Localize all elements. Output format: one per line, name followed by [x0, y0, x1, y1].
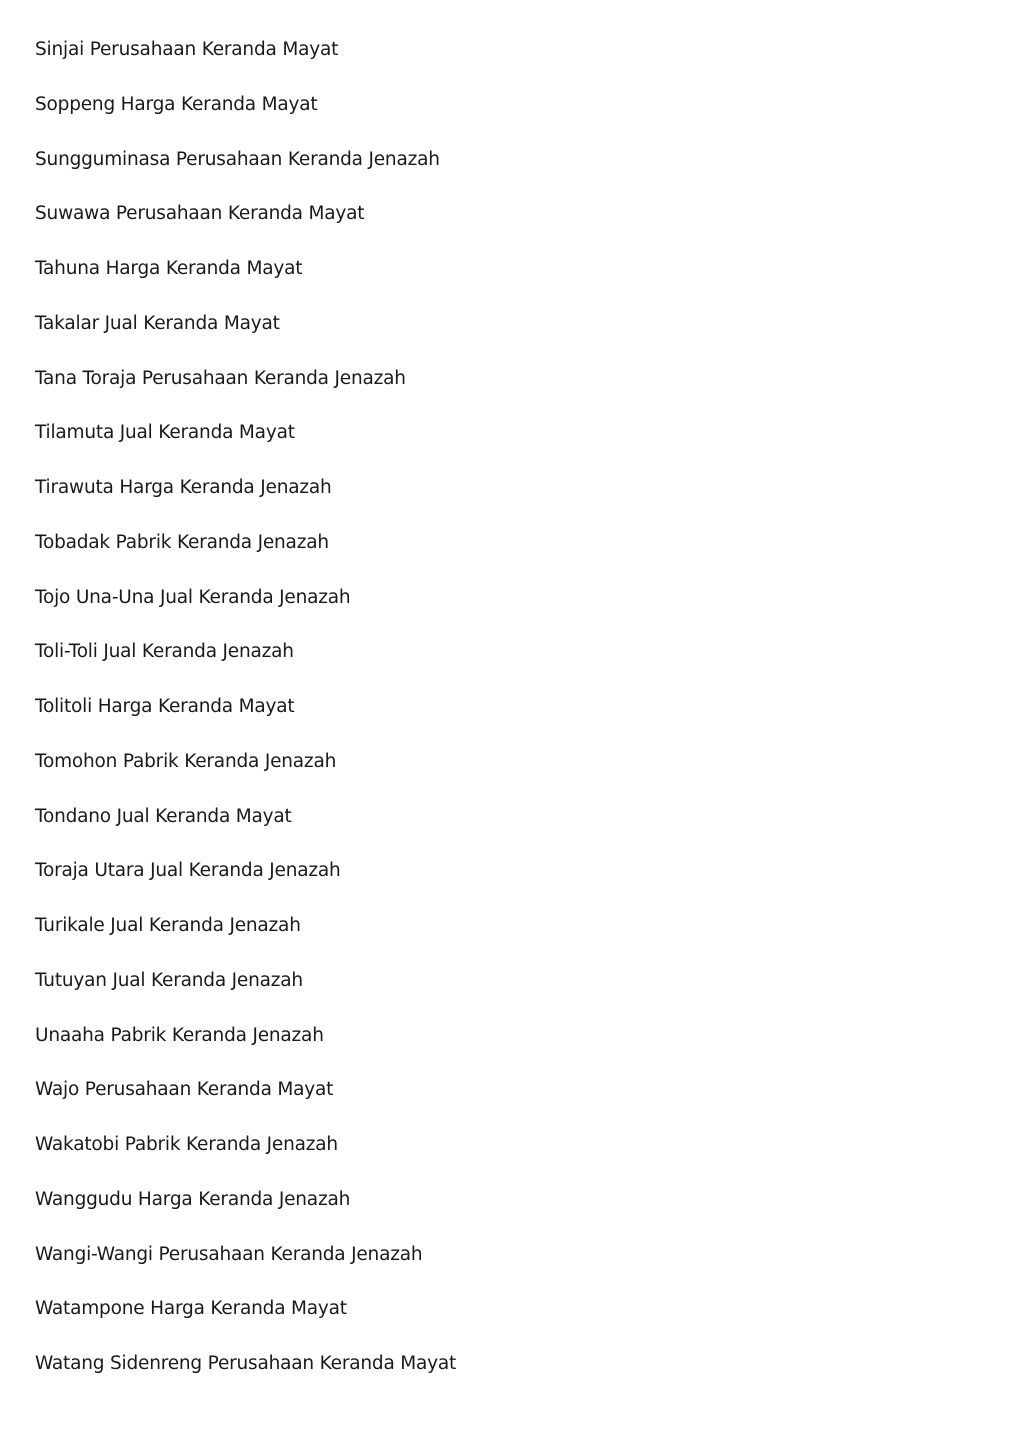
list-item: Watampone Harga Keranda Mayat [35, 1298, 347, 1320]
list-item: Wajo Perusahaan Keranda Mayat [35, 1079, 334, 1101]
list-item: Soppeng Harga Keranda Mayat [35, 93, 318, 115]
list-item: Sungguminasa Perusahaan Keranda Jenazah [35, 148, 440, 170]
list-item: Tahuna Harga Keranda Mayat [35, 258, 303, 279]
list-item: Tirawuta Harga Keranda Jenazah [35, 477, 332, 498]
list-item: Wangi-Wangi Perusahaan Keranda Jenazah [35, 1243, 423, 1265]
list-item: Toraja Utara Jual Keranda Jenazah [35, 860, 341, 882]
list-item: Tondano Jual Keranda Mayat [35, 805, 292, 827]
list-item: Unaaha Pabrik Keranda Jenazah [35, 1024, 324, 1046]
list-item: Tutuyan Jual Keranda Jenazah [35, 969, 303, 991]
list-item: Tobadak Pabrik Keranda Jenazah [35, 531, 329, 553]
list-item: Tojo Una-Una Jual Keranda Jenazah [35, 586, 351, 608]
list-item: Takalar Jual Keranda Mayat [35, 312, 280, 334]
list-item: Sinjai Perusahaan Keranda Mayat [35, 39, 339, 60]
list-item: Wanggudu Harga Keranda Jenazah [35, 1188, 351, 1210]
list-item: Turikale Jual Keranda Jenazah [35, 915, 301, 936]
list-item: Suwawa Perusahaan Keranda Mayat [35, 203, 365, 225]
list-item: Tolitoli Harga Keranda Mayat [35, 696, 295, 717]
list-item: Tilamuta Jual Keranda Mayat [35, 422, 295, 444]
list-item: Tana Toraja Perusahaan Keranda Jenazah [35, 367, 406, 389]
list-item: Watang Sidenreng Perusahaan Keranda Mayat [35, 1353, 457, 1374]
keyword-list [35, 37, 456, 1406]
list-item: Wakatobi Pabrik Keranda Jenazah [35, 1134, 338, 1155]
list-item: Tomohon Pabrik Keranda Jenazah [35, 750, 337, 772]
list-item: Toli-Toli Jual Keranda Jenazah [35, 641, 294, 663]
